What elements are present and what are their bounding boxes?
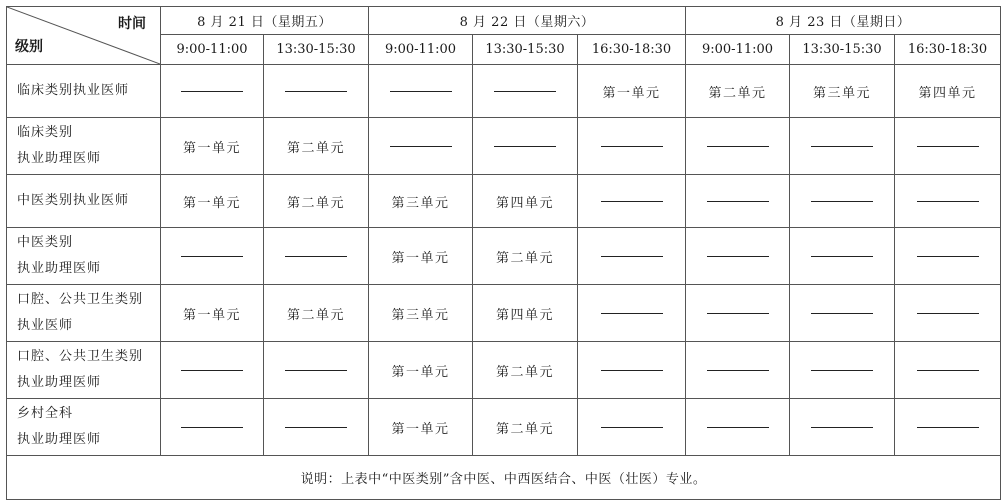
level-cell: [7, 285, 161, 342]
exam-unit-cell: [369, 175, 473, 228]
exam-unit-cell: [686, 65, 790, 118]
dash-line: [181, 427, 243, 428]
exam-unit-label: 第一单元: [182, 195, 241, 211]
exam-unit-cell: [369, 399, 473, 456]
empty-slot-cell: [686, 175, 790, 228]
exam-unit-label: 第三单元: [391, 307, 450, 323]
empty-slot-cell: [578, 342, 686, 399]
date-header-row: [7, 7, 1001, 35]
level-cell: [7, 65, 161, 118]
level-label: 执业助理医师: [17, 375, 102, 390]
dash-line: [917, 313, 979, 314]
exam-unit-cell: [578, 65, 686, 118]
exam-unit-label: 第四单元: [495, 307, 554, 323]
exam-unit-cell: [264, 118, 369, 175]
empty-slot-cell: [578, 399, 686, 456]
empty-slot-cell: [895, 399, 1001, 456]
table-note: 说明：上表中“中医类别”含中医、中西医结合、中医（壮医）专业。: [7, 456, 1001, 500]
dash-line: [285, 256, 347, 257]
dash-line: [811, 256, 873, 257]
level-label: 中医类别执业医师: [17, 193, 130, 208]
exam-unit-cell: [161, 285, 264, 342]
empty-slot-cell: [895, 285, 1001, 342]
table-row: [7, 228, 1001, 285]
level-label: 临床类别执业医师: [17, 83, 130, 98]
level-label: 临床类别: [17, 125, 74, 140]
empty-slot-cell: [161, 399, 264, 456]
empty-slot-cell: [686, 285, 790, 342]
exam-unit-label: 第一单元: [391, 364, 450, 380]
level-label: 执业助理医师: [17, 432, 102, 447]
dash-line: [811, 201, 873, 202]
exam-unit-label: 第二单元: [495, 421, 554, 437]
empty-slot-cell: [264, 342, 369, 399]
exam-unit-label: 第四单元: [495, 195, 554, 211]
dash-line: [707, 146, 769, 147]
level-cell: [7, 342, 161, 399]
empty-slot-cell: [686, 228, 790, 285]
dash-line: [707, 370, 769, 371]
empty-slot-cell: [578, 228, 686, 285]
dash-line: [917, 146, 979, 147]
exam-unit-cell: [369, 342, 473, 399]
exam-unit-label: 第一单元: [391, 421, 450, 437]
level-label: 口腔、公共卫生类别: [17, 292, 144, 307]
empty-slot-cell: [790, 399, 895, 456]
date-header-2: 8 月 22 日（星期六）: [369, 7, 686, 35]
dash-line: [811, 313, 873, 314]
dash-line: [601, 146, 663, 147]
time-axis-label: 时间: [118, 16, 146, 32]
exam-unit-cell: [473, 342, 578, 399]
empty-slot-cell: [473, 118, 578, 175]
exam-unit-cell: [473, 175, 578, 228]
level-label: 执业助理医师: [17, 261, 102, 276]
dash-line: [181, 370, 243, 371]
dash-line: [601, 370, 663, 371]
date-header-1: 8 月 21 日（星期五）: [161, 7, 369, 35]
empty-slot-cell: [790, 118, 895, 175]
empty-slot-cell: [790, 175, 895, 228]
dash-line: [285, 427, 347, 428]
schedule-body: [7, 65, 1001, 456]
exam-unit-label: 第一单元: [391, 250, 450, 266]
dash-line: [917, 370, 979, 371]
level-label: 口腔、公共卫生类别: [17, 349, 144, 364]
exam-unit-cell: [895, 65, 1001, 118]
exam-unit-label: 第二单元: [708, 85, 767, 101]
exam-schedule-table: [6, 6, 1001, 500]
dash-line: [181, 91, 243, 92]
empty-slot-cell: [895, 175, 1001, 228]
dash-line: [707, 201, 769, 202]
exam-unit-label: 第一单元: [182, 140, 241, 156]
table-row: [7, 175, 1001, 228]
dash-line: [707, 256, 769, 257]
time-slot-header: 16:30-18:30: [578, 35, 686, 65]
empty-slot-cell: [895, 228, 1001, 285]
time-slot-header: 13:30-15:30: [264, 35, 369, 65]
empty-slot-cell: [790, 228, 895, 285]
exam-unit-cell: [264, 175, 369, 228]
date-header-3: 8 月 23 日（星期日）: [686, 7, 1001, 35]
level-cell: [7, 175, 161, 228]
empty-slot-cell: [895, 118, 1001, 175]
empty-slot-cell: [264, 228, 369, 285]
level-label: 乡村全科: [17, 406, 74, 421]
exam-unit-label: 第二单元: [286, 140, 345, 156]
exam-unit-label: 第二单元: [495, 364, 554, 380]
dash-line: [811, 146, 873, 147]
exam-unit-cell: [369, 228, 473, 285]
dash-line: [811, 370, 873, 371]
level-label: 中医类别: [17, 235, 74, 250]
dash-line: [917, 256, 979, 257]
exam-unit-label: 第一单元: [602, 85, 661, 101]
dash-line: [285, 91, 347, 92]
empty-slot-cell: [686, 399, 790, 456]
dash-line: [707, 427, 769, 428]
empty-slot-cell: [686, 118, 790, 175]
empty-slot-cell: [790, 342, 895, 399]
level-cell: [7, 228, 161, 285]
exam-unit-cell: [473, 228, 578, 285]
exam-unit-cell: [369, 285, 473, 342]
dash-line: [601, 201, 663, 202]
exam-unit-label: 第二单元: [286, 195, 345, 211]
exam-unit-label: 第三单元: [391, 195, 450, 211]
level-axis-label: 级别: [15, 39, 43, 55]
empty-slot-cell: [686, 342, 790, 399]
table-row: [7, 65, 1001, 118]
exam-unit-cell: [473, 399, 578, 456]
empty-slot-cell: [264, 65, 369, 118]
level-cell: [7, 118, 161, 175]
note-row: [7, 456, 1001, 500]
dash-line: [917, 201, 979, 202]
empty-slot-cell: [161, 65, 264, 118]
level-label: 执业助理医师: [17, 151, 102, 166]
empty-slot-cell: [895, 342, 1001, 399]
table-row: [7, 342, 1001, 399]
time-slot-header: 13:30-15:30: [790, 35, 895, 65]
dash-line: [494, 146, 556, 147]
empty-slot-cell: [578, 285, 686, 342]
exam-unit-label: 第三单元: [813, 85, 872, 101]
time-slot-header: 9:00-11:00: [161, 35, 264, 65]
exam-unit-cell: [161, 118, 264, 175]
dash-line: [285, 370, 347, 371]
exam-unit-label: 第二单元: [286, 307, 345, 323]
empty-slot-cell: [578, 118, 686, 175]
empty-slot-cell: [161, 228, 264, 285]
time-slot-header: 9:00-11:00: [369, 35, 473, 65]
time-slot-header: 9:00-11:00: [686, 35, 790, 65]
corner-header-cell: [7, 7, 161, 65]
dash-line: [601, 256, 663, 257]
exam-unit-cell: [473, 285, 578, 342]
dash-line: [811, 427, 873, 428]
empty-slot-cell: [161, 342, 264, 399]
table-row: [7, 285, 1001, 342]
empty-slot-cell: [790, 285, 895, 342]
dash-line: [390, 91, 452, 92]
dash-line: [601, 313, 663, 314]
dash-line: [494, 91, 556, 92]
table-row: [7, 399, 1001, 456]
level-label: 执业医师: [17, 318, 74, 333]
exam-unit-cell: [161, 175, 264, 228]
dash-line: [181, 256, 243, 257]
dash-line: [601, 427, 663, 428]
exam-unit-cell: [264, 285, 369, 342]
level-cell: [7, 399, 161, 456]
exam-unit-label: 第一单元: [182, 307, 241, 323]
time-slot-header: 13:30-15:30: [473, 35, 578, 65]
empty-slot-cell: [264, 399, 369, 456]
dash-line: [917, 427, 979, 428]
table-row: [7, 118, 1001, 175]
empty-slot-cell: [578, 175, 686, 228]
time-slot-header: 16:30-18:30: [895, 35, 1001, 65]
empty-slot-cell: [473, 65, 578, 118]
empty-slot-cell: [369, 65, 473, 118]
exam-unit-label: 第四单元: [918, 85, 977, 101]
dash-line: [390, 146, 452, 147]
exam-unit-label: 第二单元: [495, 250, 554, 266]
dash-line: [707, 313, 769, 314]
empty-slot-cell: [369, 118, 473, 175]
exam-unit-cell: [790, 65, 895, 118]
